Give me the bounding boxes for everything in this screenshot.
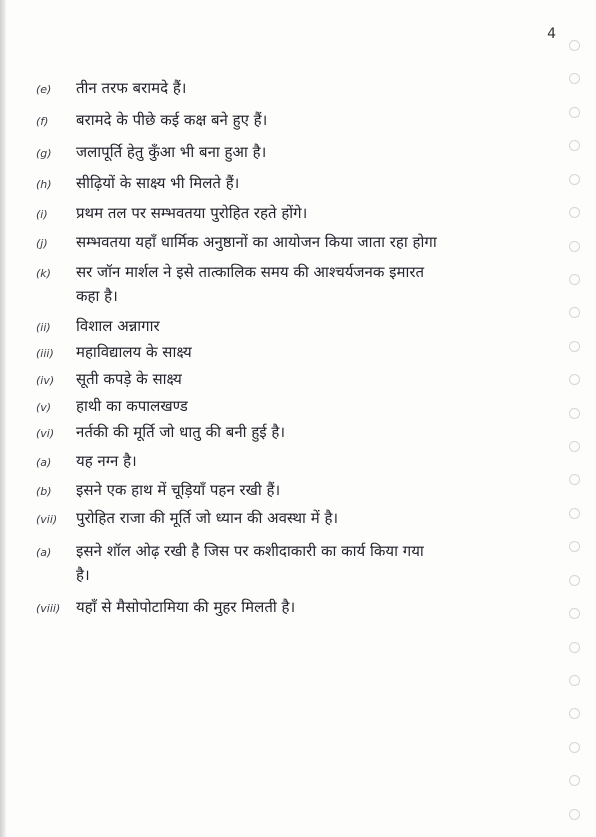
list-item xyxy=(36,203,556,225)
item-label: (ii) xyxy=(36,321,51,334)
list-item xyxy=(36,422,556,444)
item-text: बरामदे के पीछे कई कक्ष बने हुए हैं। xyxy=(76,111,268,129)
list-item xyxy=(36,78,556,100)
item-label: (f) xyxy=(36,115,49,128)
list-item xyxy=(36,541,556,563)
item-label: (j) xyxy=(36,237,48,250)
list-item xyxy=(36,480,556,502)
item-text: तीन तरफ बरामदे हैं। xyxy=(76,79,187,97)
item-label: (b) xyxy=(36,485,52,498)
item-text: सर जॉन मार्शल ने इसे तात्कालिक समय की आश्चर्यजनक इमारत xyxy=(76,263,425,281)
list-item xyxy=(36,110,556,132)
item-continuation: है। xyxy=(76,566,90,584)
item-text: जलापूर्ति हेतु कुँआ भी बना हुआ है। xyxy=(76,143,267,161)
binder-holes xyxy=(566,40,582,820)
item-text: प्रथम तल पर सम्भवतया पुरोहित रहते होंगे। xyxy=(76,204,308,222)
scan-edge xyxy=(0,0,6,837)
item-label: (iv) xyxy=(36,374,55,387)
item-text: विशाल अन्नागार xyxy=(76,317,160,335)
list-item xyxy=(36,451,556,473)
list-item xyxy=(36,316,556,338)
item-label: (e) xyxy=(36,83,52,96)
item-label: (h) xyxy=(36,178,52,191)
item-label: (a) xyxy=(36,456,52,469)
item-text: इसने शॉल ओढ़ रखी है जिस पर कशीदाकारी का कार्य किया गया xyxy=(76,542,424,560)
item-label: (g) xyxy=(36,147,52,160)
item-label: (viii) xyxy=(36,602,61,615)
item-label: (v) xyxy=(36,401,52,414)
item-label: (iii) xyxy=(36,347,54,360)
item-text: सीढ़ियों के साक्ष्य भी मिलते हैं। xyxy=(76,174,240,192)
page-number: 4 xyxy=(547,26,556,42)
list-item xyxy=(36,173,556,195)
list-item xyxy=(36,262,556,284)
item-text: सम्भवतया यहाँ धार्मिक अनुष्ठानों का आयोजन किया जाता रहा होगा xyxy=(76,233,437,251)
item-text: नर्तकी की मूर्ति जो धातु की बनी हुई है। xyxy=(76,423,286,441)
item-text: यह नग्न है। xyxy=(76,452,137,470)
item-text: महाविद्यालय के साक्ष्य xyxy=(76,343,192,361)
list-item xyxy=(36,342,556,364)
item-label: (i) xyxy=(36,208,48,221)
item-label: (vi) xyxy=(36,427,55,440)
list-item xyxy=(36,396,556,418)
list-item xyxy=(36,508,556,530)
item-label: (a) xyxy=(36,546,52,559)
item-text: हाथी का कपालखण्ड xyxy=(76,397,188,415)
item-continuation: कहा है। xyxy=(76,287,118,305)
list-item xyxy=(36,232,556,254)
item-text: यहाँ से मैसोपोटामिया की मुहर मिलती है। xyxy=(76,598,296,616)
item-label: (k) xyxy=(36,267,51,280)
item-text: पुरोहित राजा की मूर्ति जो ध्यान की अवस्था में है। xyxy=(76,509,339,527)
item-text: इसने एक हाथ में चूड़ियाँ पहन रखी हैं। xyxy=(76,481,281,499)
item-label: (vii) xyxy=(36,513,58,526)
item-text: सूती कपड़े के साक्ष्य xyxy=(76,370,182,388)
list-item xyxy=(36,369,556,391)
list-item xyxy=(36,597,556,619)
list-item xyxy=(36,142,556,164)
